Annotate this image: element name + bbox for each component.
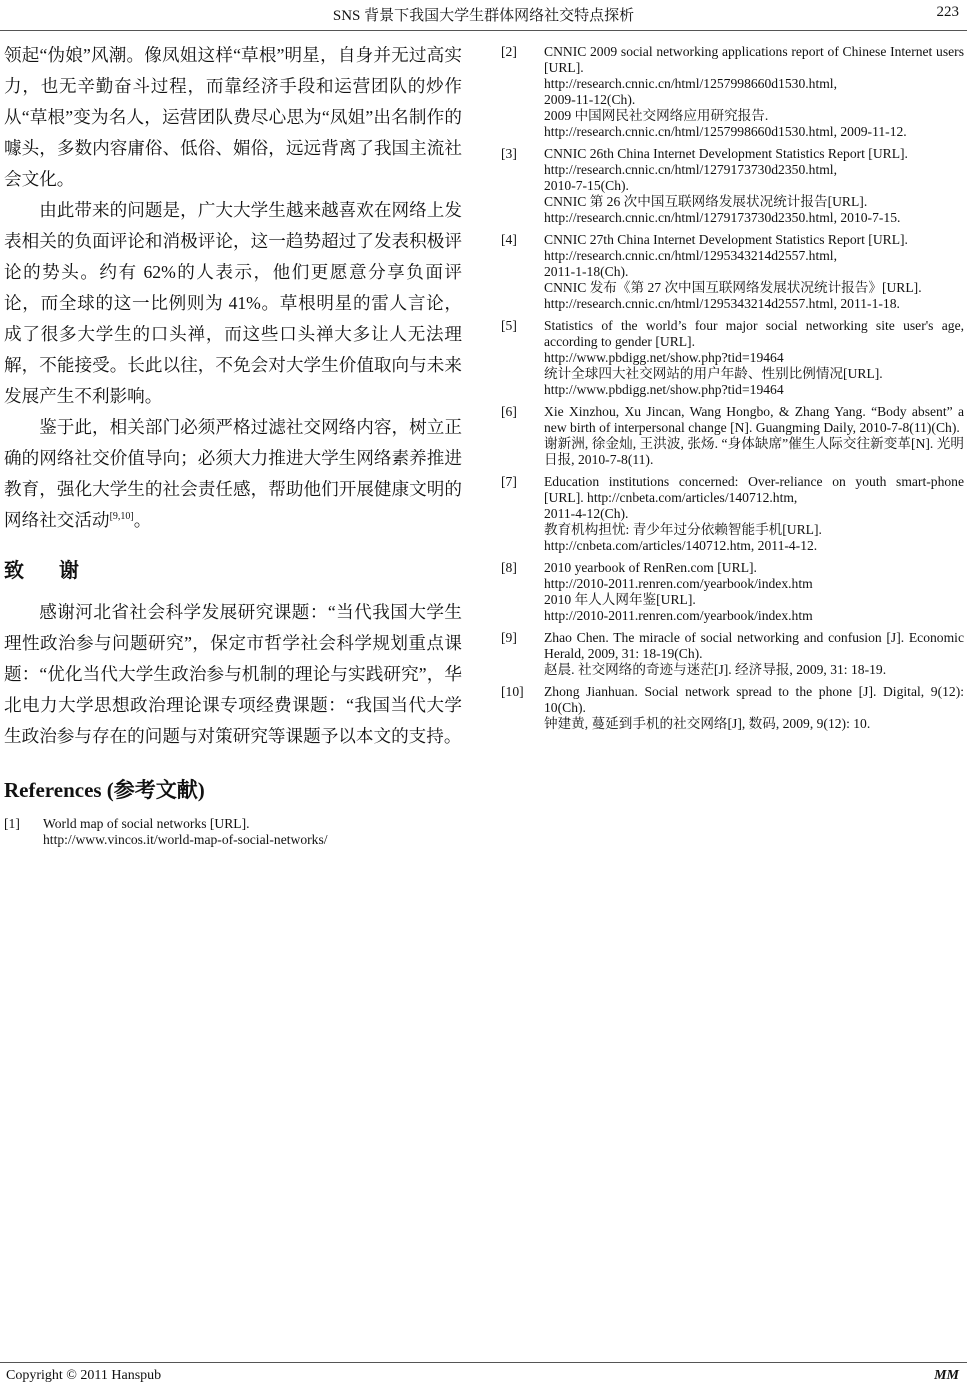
acknowledgement-paragraph: 感谢河北省社会科学发展研究课题：“当代我国大学生理性政治参与问题研究”，保定市哲学社会科学规划重点课题：“优化当代大学生政治参与机制的理论与实践研究”，华北电力大学思想政治理论课专项经费课题：“我国当代大学生政治参与存在的问题与对策研究等课题予以本文的支持。 [4, 602, 462, 746]
reference-line: 2011-1-18(Ch). [544, 264, 629, 279]
reference-line: http://2010-2011.renren.com/yearbook/index.htm [544, 576, 813, 591]
reference-list [501, 44, 964, 738]
reference-body [544, 560, 964, 624]
reference-body [544, 474, 964, 554]
reference-line: CNNIC 26th China Internet Development Statistics Report [URL]. [544, 146, 908, 161]
reference-item [501, 232, 964, 312]
reference-line: 谢新洲, 徐金灿, 王洪波, 张炀. “身体缺席”催生人际交往新变革[N]. 光明日报, 2010-7-8(11). [544, 436, 964, 467]
page-number: 223 [936, 4, 959, 20]
reference-line: http://research.cnnic.cn/html/1257998660d1530.html, 2009-11-12. [544, 124, 907, 139]
reference-line: 2009-11-12(Ch). [544, 92, 636, 107]
reference-body [544, 146, 964, 226]
left-column [4, 40, 462, 854]
reference-item [501, 44, 964, 140]
reference-line: 统计全球四大社交网站的用户年龄、性别比例情况[URL]. [544, 366, 883, 381]
reference-line: Statistics of the world’s four major social networking site user's age, according to gender [URL]. [544, 318, 964, 349]
reference-line: 教育机构担忧: 青少年过分依赖智能手机[URL]. [544, 522, 822, 537]
reference-body [43, 816, 462, 848]
paragraph-text: 鉴于此，相关部门必须严格过滤社交网络内容，树立正确的网络社交价值导向；必须大力推进大学生网络素养推进教育，强化大学生的社会责任感，帮助他们开展健康文明的网络社交活动 [4, 417, 462, 530]
reference-line: 2009 中国网民社交网络应用研究报告. [544, 108, 769, 123]
reference-line: 钟建黄, 蔓延到手机的社交网络[J], 数码, 2009, 9(12): 10. [544, 716, 871, 731]
reference-line: Zhao Chen. The miracle of social networking and confusion [J]. Economic Herald, 2009, 31: 18-19(Ch). [544, 630, 964, 661]
reference-item [501, 474, 964, 554]
reference-item [501, 630, 964, 678]
body-paragraph: 领起“伪娘”风潮。像凤姐这样“草根”明星，自身并无过高实力，也无辛勤奋斗过程，而靠经济手段和运营团队的炒作从“草根”变为名人，运营团队费尽心思为“凤姐”出名制作的噱头，多数内容庸俗、低俗、媚俗，远远背离了我国主流社会文化。 [4, 45, 462, 189]
reference-number: [10] [501, 684, 524, 699]
reference-item [501, 146, 964, 226]
reference-line: World map of social networks [URL]. [43, 816, 250, 831]
reference-line: CNNIC 第 26 次中国互联网络发展状况统计报告[URL]. [544, 194, 868, 209]
reference-line: 2010-7-15(Ch). [544, 178, 629, 193]
reference-number: [3] [501, 146, 517, 161]
reference-body [544, 404, 964, 468]
page-footer [0, 1362, 967, 1387]
body-paragraph: 由此带来的问题是，广大大学生越来越喜欢在网络上发表相关的负面评论和消极评论，这一趋势超过了发表积极评论的势头。约有 62%的人表示，他们更愿意分享负面评论，而全球的这一比例则为 41%。草根明星的雷人言论，成了很多大学生的口头禅，而这些口头禅大多让人无法理解，不能接受。长此以往，不免会对大学生价值取向与未来发展产生不利影响。 [4, 200, 462, 406]
reference-body [544, 630, 964, 678]
reference-number: [9] [501, 630, 517, 645]
references-heading: References (参考文献) [4, 778, 205, 802]
reference-line: Xie Xinzhou, Xu Jincan, Wang Hongbo, & Zhang Yang. “Body absent” a new birth of interpersonal change [N]. Guangming Daily, 2010-7-8(11)(Ch). [544, 404, 964, 435]
reference-item [501, 318, 964, 398]
copyright-notice: Copyright © 2011 Hanspub [6, 1368, 162, 1383]
reference-number: [1] [4, 816, 20, 831]
reference-body [544, 318, 964, 398]
reference-line: CNNIC 27th China Internet Development Statistics Report [URL]. [544, 232, 908, 247]
journal-abbreviation: MM [934, 1368, 959, 1383]
reference-item [501, 560, 964, 624]
reference-number: [4] [501, 232, 517, 247]
reference-line: http://research.cnnic.cn/html/1257998660d1530.html, [544, 76, 837, 91]
reference-item [501, 684, 964, 732]
reference-body [544, 44, 964, 140]
acknowledgement-heading: 致 谢 [4, 558, 93, 582]
reference-line: http://research.cnnic.cn/html/1295343214d2557.html, [544, 248, 837, 263]
reference-line: http://cnbeta.com/articles/140712.htm, 2011-4-12. [544, 538, 818, 553]
reference-line: CNNIC 发布《第 27 次中国互联网络发展状况统计报告》[URL]. [544, 280, 922, 295]
reference-line: http://2010-2011.renren.com/yearbook/index.htm [544, 608, 813, 623]
citation: [9,10] [109, 511, 134, 523]
reference-line: CNNIC 2009 social networking applications report of Chinese Internet users [URL]. [544, 44, 964, 75]
reference-line: 2010 yearbook of RenRen.com [URL]. [544, 560, 757, 575]
reference-item [4, 816, 462, 848]
reference-body [544, 232, 964, 312]
reference-number: [5] [501, 318, 517, 333]
reference-number: [8] [501, 560, 517, 575]
reference-number: [7] [501, 474, 517, 489]
reference-number: [6] [501, 404, 517, 419]
reference-line: Zhong Jianhuan. Social network spread to the phone [J]. Digital, 9(12): 10(Ch). [544, 684, 964, 715]
reference-number: [2] [501, 44, 517, 59]
reference-body [544, 684, 964, 732]
page-header [0, 0, 967, 31]
reference-line: 2011-4-12(Ch). [544, 506, 629, 521]
reference-line: http://www.pbdigg.net/show.php?tid=19464 [544, 350, 784, 365]
reference-line: 赵晨. 社交网络的奇迹与迷茫[J]. 经济导报, 2009, 31: 18-19. [544, 662, 887, 677]
body-paragraph [4, 412, 462, 536]
reference-line: http://research.cnnic.cn/html/1279173730d2350.html, 2010-7-15. [544, 210, 901, 225]
running-title: SNS 背景下我国大学生群体网络社交特点探析 [332, 8, 635, 24]
reference-item [501, 404, 964, 468]
reference-line: http://www.pbdigg.net/show.php?tid=19464 [544, 382, 784, 397]
reference-line: Education institutions concerned: Over-reliance on youth smart-phone [URL]. http://cnbeta.com/articles/140712.htm, [544, 474, 964, 505]
reference-line: http://www.vincos.it/world-map-of-social-networks/ [43, 832, 328, 847]
reference-line: http://research.cnnic.cn/html/1279173730d2350.html, [544, 162, 837, 177]
reference-line: http://research.cnnic.cn/html/1295343214d2557.html, 2011-1-18. [544, 296, 900, 311]
paragraph-end: 。 [133, 510, 152, 530]
reference-line: 2010 年人人网年鉴[URL]. [544, 592, 696, 607]
